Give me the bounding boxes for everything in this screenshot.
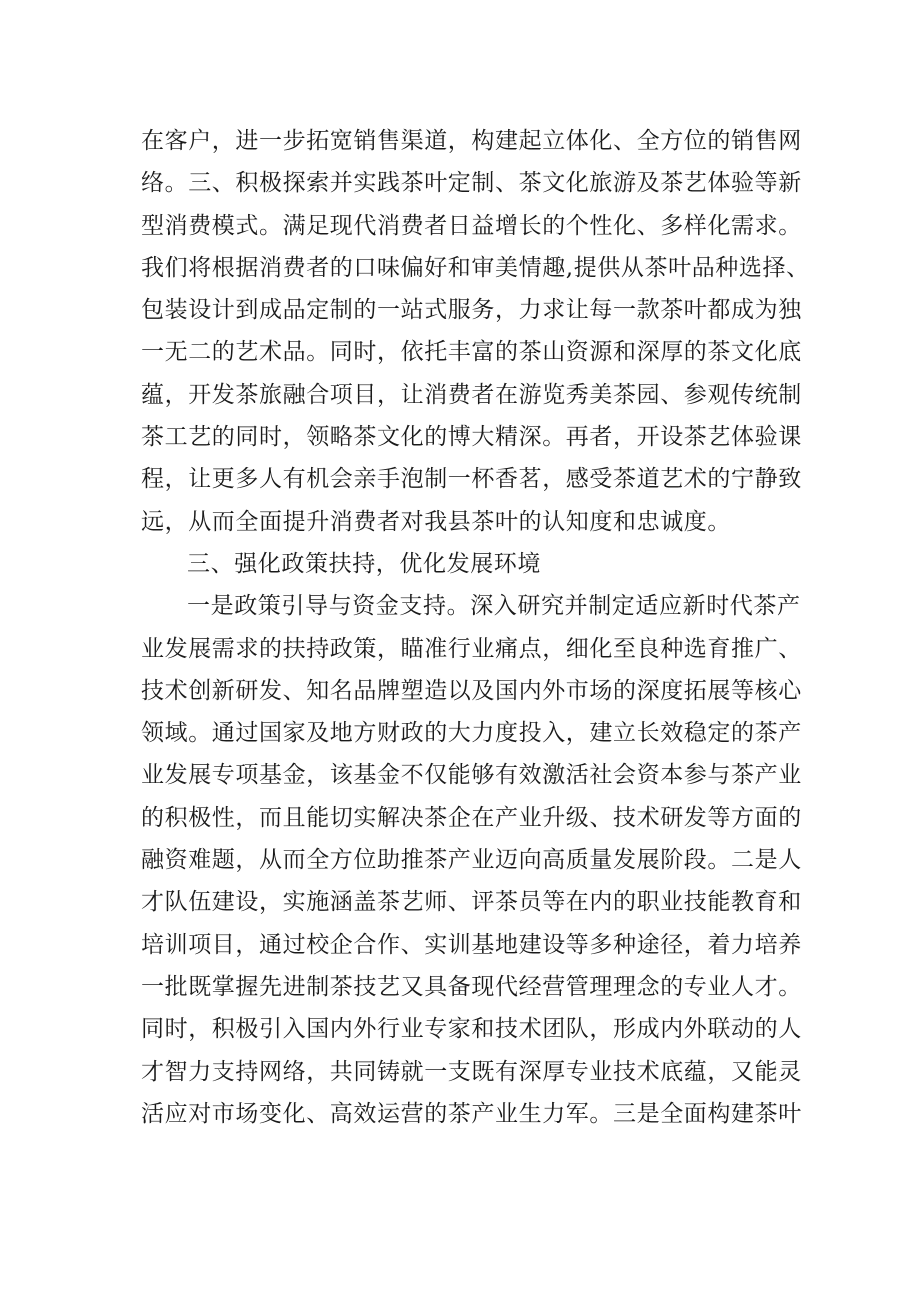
text-line: 茶工艺的同时，领略茶文化的博大精深。再者，开设茶艺体验课 <box>141 424 802 451</box>
text-line: 络。三、积极探索并实践茶叶定制、茶文化旅游及茶艺体验等新 <box>141 170 802 197</box>
text-line: 一批既掌握先进制茶技艺又具备现代经营管理理念的专业人才。 <box>141 973 802 1000</box>
text-line: 融资难题，从而全方位助推茶产业迈向高质量发展阶段。二是人 <box>141 847 802 874</box>
text-line: 业发展专项基金，该基金不仅能够有效激活社会资本参与茶产业 <box>141 762 802 789</box>
section-heading: 三、强化政策扶持，优化发展环境 <box>187 550 541 577</box>
text-line: 我们将根据消费者的口味偏好和审美情趣,提供从茶叶品种选择、 <box>141 254 810 281</box>
text-line: 才队伍建设，实施涵盖茶艺师、评茶员等在内的职业技能教育和 <box>141 889 802 916</box>
text-line: 远，从而全面提升消费者对我县茶叶的认知度和忠诚度。 <box>141 508 731 535</box>
text-line: 型消费模式。满足现代消费者日益增长的个性化、多样化需求。 <box>141 212 802 239</box>
text-line: 培训项目，通过校企合作、实训基地建设等多种途径，着力培养 <box>141 931 802 958</box>
text-line: 活应对市场变化、高效运营的茶产业生力军。三是全面构建茶叶 <box>141 1100 802 1127</box>
text-line: 的积极性，而且能切实解决茶企在产业升级、技术研发等方面的 <box>141 804 802 831</box>
text-line: 蕴，开发茶旅融合项目，让消费者在游览秀美茶园、参观传统制 <box>141 381 802 408</box>
text-line: 包装设计到成品定制的一站式服务，力求让每一款茶叶都成为独 <box>141 297 802 324</box>
text-line: 一无二的艺术品。同时，依托丰富的茶山资源和深厚的茶文化底 <box>141 339 802 366</box>
text-line: 程，让更多人有机会亲手泡制一杯香茗，感受茶道艺术的宁静致 <box>141 466 802 493</box>
text-line: 才智力支持网络，共同铸就一支既有深厚专业技术底蕴，又能灵 <box>141 1058 802 1085</box>
body-text <box>141 120 810 1135</box>
text-line: 技术创新研发、知名品牌塑造以及国内外市场的深度拓展等核心 <box>141 677 802 704</box>
text-line: 同时，积极引入国内外行业专家和技术团队，形成内外联动的人 <box>141 1016 802 1043</box>
text-line: 业发展需求的扶持政策，瞄准行业痛点，细化至良种选育推广、 <box>141 635 802 662</box>
text-line: 一是政策引导与资金支持。深入研究并制定适应新时代茶产 <box>187 593 801 620</box>
text-line: 在客户，进一步拓宽销售渠道，构建起立体化、全方位的销售网 <box>141 128 802 154</box>
text-line: 领域。通过国家及地方财政的大力度投入，建立长效稳定的茶产 <box>141 720 802 747</box>
